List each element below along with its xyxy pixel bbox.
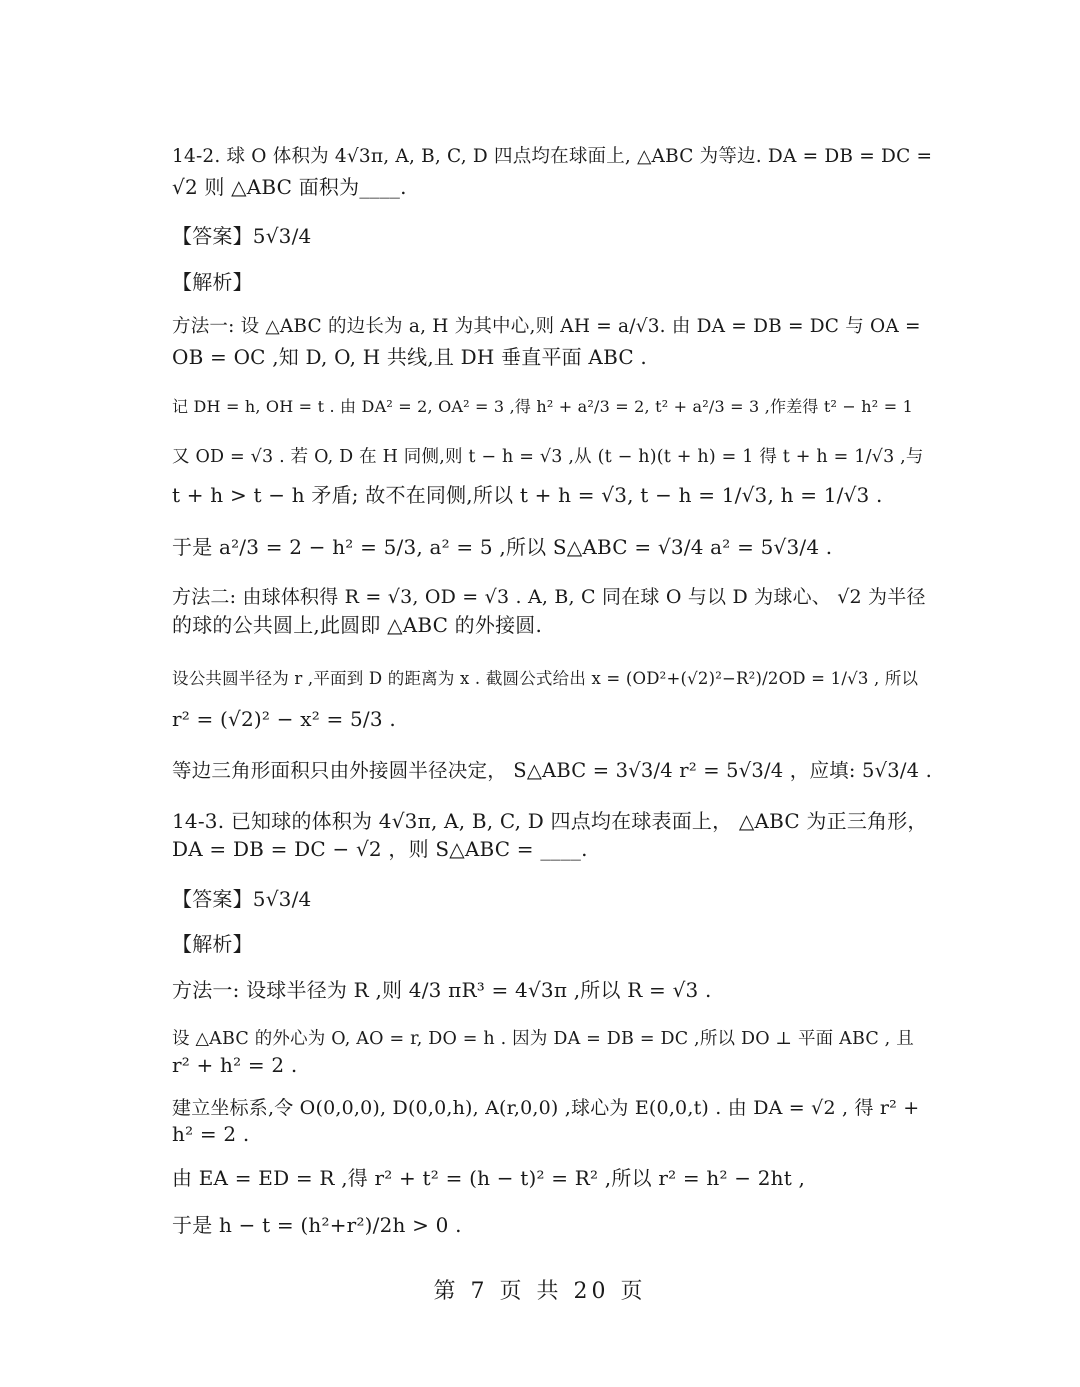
text-line: 方法一: 设 △ABC 的边长为 a, H 为其中心,则 AH = a/√3. 由 DA = DB = DC 与 OA = — [172, 316, 921, 337]
text-line: r² + h² = 2 . — [172, 1053, 298, 1077]
text-line: r² = (√2)² − x² = 5/3 . — [172, 707, 396, 731]
page-footer: 第 7 页 共 20 页 — [433, 1279, 647, 1304]
text-line: 等边三角形面积只由外接圆半径决定， S△ABC = 3√3/4 r² = 5√3/4 ，应填: 5√3/4 . — [172, 759, 933, 782]
text-line: 于是 a²/3 = 2 − h² = 5/3, a² = 5 ,所以 S△ABC = √3/4 a² = 5√3/4 . — [172, 535, 833, 559]
text-line: 于是 h − t = (h²+r²)/2h > 0 . — [172, 1213, 462, 1237]
text-line: 的球的公共圆上,此圆即 △ABC 的外接圆. — [172, 613, 543, 637]
text-line: 方法一: 设球半径为 R ,则 4/3 πR³ = 4√3π ,所以 R = √3 . — [172, 978, 712, 1002]
text-line: 方法二: 由球体积得 R = √3, OD = √3 . A, B, C 同在球 O 与以 D 为球心、 √2 为半径 — [172, 586, 926, 608]
text-line: OB = OC ,知 D, O, H 共线,且 DH 垂直平面 ABC . — [172, 345, 647, 369]
text-line: t + h > t − h 矛盾; 故不在同侧,所以 t + h = √3, t − h = 1/√3, h = 1/√3 . — [172, 483, 883, 507]
text-line: 【答案】5√3/4 — [172, 887, 312, 911]
text-line: 建立坐标系,令 O(0,0,0), D(0,0,h), A(r,0,0) ,球心为 E(0,0,t) . 由 DA = √2 , 得 r² + — [172, 1097, 920, 1119]
text-line: 14-3. 已知球的体积为 4√3π, A, B, C, D 四点均在球表面上， △ABC 为正三角形， — [172, 809, 928, 833]
text-line: DA = DB = DC − √2 ，则 S△ABC = ____. — [172, 837, 588, 861]
text-line: h² = 2 . — [172, 1122, 250, 1146]
text-line: 设公共圆半径为 r ,平面到 D 的距离为 x . 截圆公式给出 x = (OD²+(√2)²−R²)/2OD = 1/√3 , 所以 — [172, 669, 919, 688]
text-line: 【解析】 — [172, 932, 253, 956]
text-line: 由 EA = ED = R ,得 r² + t² = (h − t)² = R² ,所以 r² = h² − 2ht , — [172, 1166, 806, 1190]
text-line: 14-2. 球 O 体积为 4√3π, A, B, C, D 四点均在球面上, △ABC 为等边. DA = DB = DC = — [172, 146, 933, 167]
text-line: 设 △ABC 的外心为 O, AO = r, DO = h . 因为 DA = DB = DC ,所以 DO ⊥ 平面 ABC , 且 — [172, 1029, 914, 1049]
text-line: 【解析】 — [172, 270, 253, 294]
text-line: 又 OD = √3 . 若 O, D 在 H 同侧,则 t − h = √3 ,从 (t − h)(t + h) = 1 得 t + h = 1/√3 ,与 — [172, 447, 924, 467]
text-line: 记 DH = h, OH = t . 由 DA² = 2, OA² = 3 ,得 h² + a²/3 = 2, t² + a²/3 = 3 ,作差得 t² − h² = 1 — [172, 397, 913, 416]
text-line: 【答案】5√3/4 — [172, 224, 312, 248]
text-line: √2 则 △ABC 面积为____. — [172, 175, 407, 199]
